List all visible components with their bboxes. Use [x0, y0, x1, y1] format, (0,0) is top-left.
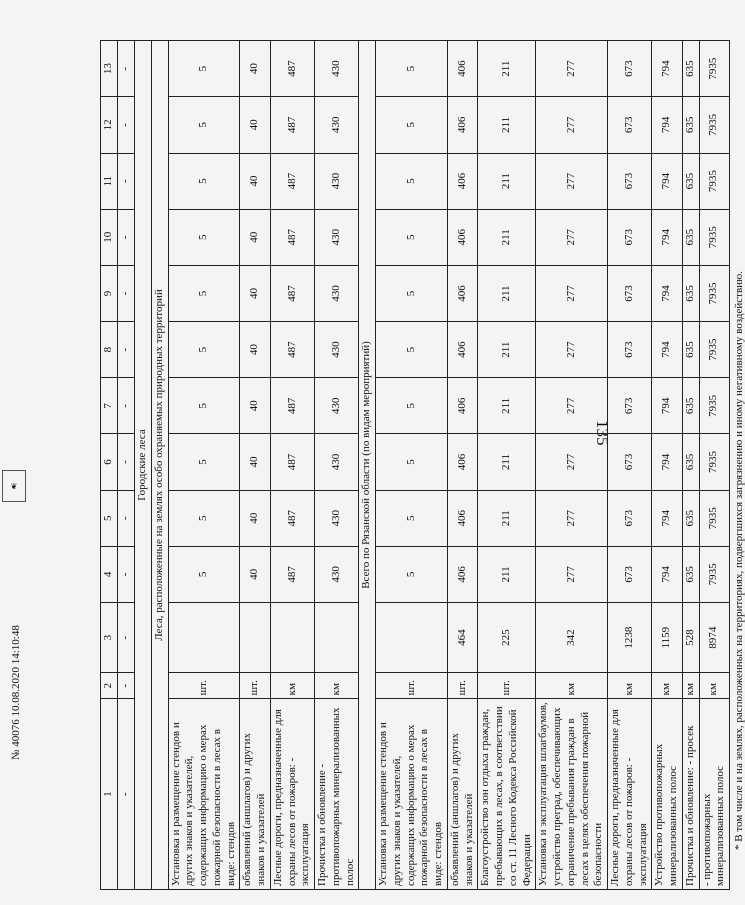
- total-value: 464: [447, 603, 478, 673]
- year-value: 5: [168, 41, 240, 97]
- year-value: 211: [478, 153, 536, 209]
- section-title-row: [135, 41, 152, 890]
- year-value: 211: [478, 322, 536, 378]
- year-value: 277: [536, 378, 608, 434]
- year-value: 794: [652, 153, 683, 209]
- year-value: 40: [240, 434, 271, 490]
- unit: шт.: [478, 673, 536, 699]
- column-number: 11: [101, 153, 118, 209]
- year-value: 277: [536, 546, 608, 602]
- placeholder-cell: -: [118, 673, 135, 699]
- year-value: 635: [682, 41, 699, 97]
- year-value: 430: [315, 41, 359, 97]
- table-row: [315, 41, 359, 890]
- seal-icon: ❦: [2, 470, 26, 502]
- measure-name: Установка и размещение стендов и других знаков и указателей, содержащих информацию о мерах пожарной безопасности в лесах в виде: стендов: [168, 699, 240, 890]
- section-title: Всего по Рязанской области (по видам мероприятий): [359, 41, 376, 890]
- year-value: 7935: [699, 209, 730, 265]
- column-number-row: [101, 41, 118, 890]
- year-value: 40: [240, 209, 271, 265]
- year-value: 5: [168, 209, 240, 265]
- year-value: 487: [270, 209, 314, 265]
- measure-name: Лесные дороги, предназначенные для охраны лесов от пожаров: - эксплуатация: [270, 699, 314, 890]
- year-value: 40: [240, 322, 271, 378]
- column-number: 8: [101, 322, 118, 378]
- measure-name: Лесные дороги, предназначенные для охраны лесов от пожаров: - эксплуатация: [608, 699, 652, 890]
- column-number: 13: [101, 41, 118, 97]
- year-value: 406: [447, 209, 478, 265]
- year-value: 277: [536, 490, 608, 546]
- table-row: [376, 41, 448, 890]
- year-value: 5: [168, 322, 240, 378]
- year-value: 794: [652, 265, 683, 321]
- year-value: 211: [478, 209, 536, 265]
- unit: шт.: [168, 673, 240, 699]
- year-value: 487: [270, 153, 314, 209]
- registration-stamp-text: № 40076 10.08.2020 14:10:48: [10, 625, 22, 760]
- year-value: 635: [682, 209, 699, 265]
- year-value: 406: [447, 265, 478, 321]
- year-value: 487: [270, 378, 314, 434]
- year-value: 406: [447, 153, 478, 209]
- year-value: 40: [240, 546, 271, 602]
- total-value: [270, 603, 314, 673]
- total-value: 8974: [699, 603, 730, 673]
- placeholder-cell: -: [118, 97, 135, 153]
- measure-name: объявлений (аншлагов) и других знаков и указателей: [240, 699, 271, 890]
- column-number: 4: [101, 546, 118, 602]
- year-value: 211: [478, 97, 536, 153]
- year-value: 430: [315, 209, 359, 265]
- year-value: 5: [168, 434, 240, 490]
- year-value: 635: [682, 378, 699, 434]
- year-value: 487: [270, 546, 314, 602]
- forest-fire-measures-table: [100, 40, 730, 890]
- year-value: 277: [536, 322, 608, 378]
- section-title-row: [359, 41, 376, 890]
- year-value: 635: [682, 322, 699, 378]
- unit: шт.: [376, 673, 448, 699]
- year-value: 5: [168, 265, 240, 321]
- year-value: 7935: [699, 434, 730, 490]
- year-value: 487: [270, 265, 314, 321]
- year-value: 7935: [699, 97, 730, 153]
- year-value: 794: [652, 490, 683, 546]
- year-value: 277: [536, 265, 608, 321]
- year-value: 40: [240, 97, 271, 153]
- unit: шт.: [240, 673, 271, 699]
- table-row: [608, 41, 652, 890]
- page-number: 135: [593, 420, 612, 446]
- total-value: [240, 603, 271, 673]
- year-value: 277: [536, 41, 608, 97]
- year-value: 430: [315, 265, 359, 321]
- column-number: 2: [101, 673, 118, 699]
- placeholder-cell: -: [118, 209, 135, 265]
- year-value: 211: [478, 378, 536, 434]
- year-value: 5: [376, 378, 448, 434]
- year-value: 211: [478, 41, 536, 97]
- table-row: [652, 41, 683, 890]
- year-value: 430: [315, 546, 359, 602]
- year-value: 7935: [699, 546, 730, 602]
- year-value: 673: [608, 322, 652, 378]
- year-value: 673: [608, 378, 652, 434]
- year-value: 487: [270, 322, 314, 378]
- column-number: 1: [101, 699, 118, 890]
- unit: км: [682, 673, 699, 699]
- year-value: 673: [608, 546, 652, 602]
- year-value: 5: [376, 209, 448, 265]
- measure-name: Установка и размещение стендов и других знаков и указателей, содержащих информацию о мерах пожарной безопасности в лесах в виде: стендов: [376, 699, 448, 890]
- year-value: 7935: [699, 490, 730, 546]
- table-row: [478, 41, 536, 890]
- year-value: 406: [447, 434, 478, 490]
- year-value: 673: [608, 490, 652, 546]
- year-value: 635: [682, 153, 699, 209]
- unit: км: [536, 673, 608, 699]
- total-value: 528: [682, 603, 699, 673]
- column-number: 12: [101, 97, 118, 153]
- year-value: 635: [682, 265, 699, 321]
- year-value: 673: [608, 97, 652, 153]
- placeholder-cell: -: [118, 546, 135, 602]
- total-value: 342: [536, 603, 608, 673]
- placeholder-cell: -: [118, 699, 135, 890]
- year-value: 40: [240, 265, 271, 321]
- measure-name: - противопожарных минерализованных полос: [699, 699, 730, 890]
- year-value: 5: [376, 322, 448, 378]
- table-row: [682, 41, 699, 890]
- year-value: 7935: [699, 265, 730, 321]
- year-value: 430: [315, 490, 359, 546]
- year-value: 406: [447, 97, 478, 153]
- column-number: 6: [101, 434, 118, 490]
- year-value: 7935: [699, 153, 730, 209]
- section-title: Городские леса: [135, 41, 152, 890]
- section-subtitle: Леса, расположенные на землях особо охраняемых природных территорий: [151, 41, 168, 890]
- year-value: 40: [240, 153, 271, 209]
- year-value: 211: [478, 265, 536, 321]
- unit: км: [608, 673, 652, 699]
- year-value: 430: [315, 322, 359, 378]
- year-value: 673: [608, 153, 652, 209]
- year-value: 5: [376, 546, 448, 602]
- table-row: [270, 41, 314, 890]
- column-number: 9: [101, 265, 118, 321]
- year-value: 673: [608, 265, 652, 321]
- measure-name: Прочистка и обновление: - просек: [682, 699, 699, 890]
- year-value: 40: [240, 378, 271, 434]
- year-value: 7935: [699, 322, 730, 378]
- placeholder-cell: -: [118, 490, 135, 546]
- total-value: 1238: [608, 603, 652, 673]
- unit: км: [270, 673, 314, 699]
- year-value: 406: [447, 322, 478, 378]
- year-value: 794: [652, 322, 683, 378]
- table-row: [168, 41, 240, 890]
- year-value: 5: [168, 490, 240, 546]
- document-stamp: [2, 470, 82, 502]
- year-value: 5: [168, 546, 240, 602]
- year-value: 5: [376, 265, 448, 321]
- measure-name: Установка и эксплуатация шлагбаумов, устройство преград, обеспечивающих ограничение пребывания граждан в лесах в целях обеспечения пожарной безопасности: [536, 699, 608, 890]
- year-value: 5: [168, 378, 240, 434]
- unit: шт.: [447, 673, 478, 699]
- column-number: 7: [101, 378, 118, 434]
- year-value: 5: [376, 97, 448, 153]
- placeholder-cell: -: [118, 434, 135, 490]
- placeholder-cell: -: [118, 322, 135, 378]
- measure-name: Прочистка и обновление - противопожарных минерализованных полос: [315, 699, 359, 890]
- total-value: [376, 603, 448, 673]
- measure-name: Благоустройство зон отдыха граждан, пребывающих в лесах, в соответствии со ст. 11 Лесного Кодекса Российской Федерации: [478, 699, 536, 890]
- table-row: [447, 41, 478, 890]
- year-value: 5: [376, 153, 448, 209]
- year-value: 211: [478, 490, 536, 546]
- section-subtitle-row: [151, 41, 168, 890]
- total-value: 225: [478, 603, 536, 673]
- year-value: 673: [608, 209, 652, 265]
- year-value: 794: [652, 546, 683, 602]
- year-value: 430: [315, 97, 359, 153]
- year-value: 277: [536, 153, 608, 209]
- column-number: 5: [101, 490, 118, 546]
- year-value: 430: [315, 153, 359, 209]
- unit: км: [699, 673, 730, 699]
- year-value: 5: [168, 153, 240, 209]
- total-value: [168, 603, 240, 673]
- measure-name: объявлений (аншлагов) и других знаков и указателей: [447, 699, 478, 890]
- year-value: 40: [240, 41, 271, 97]
- year-value: 673: [608, 434, 652, 490]
- placeholder-cell: -: [118, 378, 135, 434]
- footnote: * В том числе и на землях, расположенных на территориях, подвергшихся загрязнению и иному негативному воздействию.: [733, 270, 745, 850]
- year-value: 5: [168, 97, 240, 153]
- placeholder-cell: -: [118, 265, 135, 321]
- measure-name: Устройство противопожарных минерализованных полос: [652, 699, 683, 890]
- year-value: 794: [652, 378, 683, 434]
- year-value: 40: [240, 490, 271, 546]
- placeholder-cell: -: [118, 603, 135, 673]
- unit: км: [315, 673, 359, 699]
- year-value: 635: [682, 490, 699, 546]
- year-value: 487: [270, 41, 314, 97]
- column-number: 10: [101, 209, 118, 265]
- placeholder-row: [118, 41, 135, 890]
- year-value: 635: [682, 434, 699, 490]
- placeholder-cell: -: [118, 41, 135, 97]
- year-value: 430: [315, 434, 359, 490]
- total-value: 1159: [652, 603, 683, 673]
- table-row: [699, 41, 730, 890]
- year-value: 673: [608, 41, 652, 97]
- year-value: 277: [536, 434, 608, 490]
- year-value: 211: [478, 434, 536, 490]
- year-value: 794: [652, 209, 683, 265]
- year-value: 406: [447, 41, 478, 97]
- year-value: 406: [447, 378, 478, 434]
- year-value: 635: [682, 97, 699, 153]
- year-value: 794: [652, 41, 683, 97]
- year-value: 7935: [699, 378, 730, 434]
- year-value: 430: [315, 378, 359, 434]
- table-row: [536, 41, 608, 890]
- year-value: 794: [652, 434, 683, 490]
- unit: км: [652, 673, 683, 699]
- year-value: 487: [270, 97, 314, 153]
- year-value: 487: [270, 490, 314, 546]
- year-value: 211: [478, 546, 536, 602]
- year-value: 406: [447, 490, 478, 546]
- year-value: 406: [447, 546, 478, 602]
- year-value: 5: [376, 490, 448, 546]
- year-value: 7935: [699, 41, 730, 97]
- year-value: 794: [652, 97, 683, 153]
- year-value: 635: [682, 546, 699, 602]
- year-value: 5: [376, 434, 448, 490]
- year-value: 5: [376, 41, 448, 97]
- column-number: 3: [101, 603, 118, 673]
- year-value: 487: [270, 434, 314, 490]
- total-value: [315, 603, 359, 673]
- table-row: [240, 41, 271, 890]
- year-value: 277: [536, 97, 608, 153]
- year-value: 277: [536, 209, 608, 265]
- placeholder-cell: -: [118, 153, 135, 209]
